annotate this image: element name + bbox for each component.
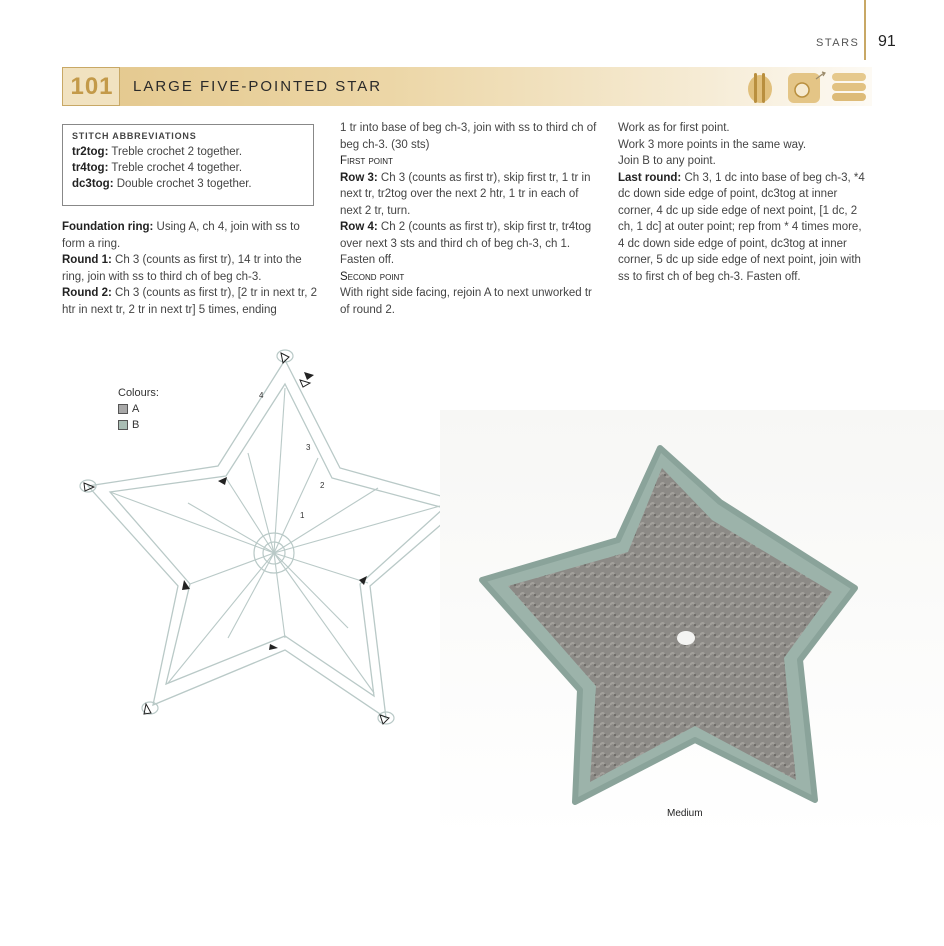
legend-item xyxy=(118,417,159,433)
instruction-line: Work as for first point. xyxy=(618,122,730,134)
round-label: 3 xyxy=(306,443,311,452)
step-label: Last round: xyxy=(618,171,682,184)
motif-size-icon xyxy=(788,72,825,103)
foundation-ring-step xyxy=(62,219,322,252)
step-text: Ch 2 (counts as first tr), skip first tr, tr4tog over next 3 sts and third ch of beg ch-3, ch 1. Fasten off. xyxy=(340,221,592,266)
step-label: Round 2: xyxy=(62,287,112,299)
star-center-hole xyxy=(677,631,695,645)
colour-b-swatch xyxy=(118,420,128,430)
round-2-continued: 1 tr into base of beg ch-3, join with ss to third ch of beg ch-3. (30 sts) xyxy=(340,122,597,151)
abbreviation-item xyxy=(72,160,304,176)
pattern-number: 101 xyxy=(70,73,114,100)
round-label: 1 xyxy=(300,511,305,520)
row-4-step xyxy=(340,219,602,269)
first-point-heading: First point xyxy=(340,155,393,167)
second-point-text: With right side facing, rejoin A to next unworked tr of round 2. xyxy=(340,287,592,316)
instructions-column-1 xyxy=(62,219,322,318)
colour-legend xyxy=(118,385,159,433)
pattern-icons xyxy=(746,69,870,105)
abbreviation-item xyxy=(72,176,304,192)
abbreviation-term: tr2tog: xyxy=(72,146,109,158)
instructions-column-2 xyxy=(340,120,602,318)
abbreviation-desc: Treble crochet 4 together. xyxy=(108,162,243,174)
step-label: Row 4: xyxy=(340,221,378,233)
abbreviations-heading: STITCH ABBREVIATIONS xyxy=(72,131,197,141)
yarn-needles-icon xyxy=(748,73,772,103)
legend-label: B xyxy=(132,419,140,431)
legend-title: Colours: xyxy=(118,387,159,399)
pattern-title: LARGE FIVE-POINTED STAR xyxy=(133,78,383,95)
round-label: 2 xyxy=(320,481,325,490)
step-label: Foundation ring: xyxy=(62,221,154,233)
star-photo xyxy=(440,410,944,840)
abbreviation-term: dc3tog: xyxy=(72,178,114,190)
step-label: Row 3: xyxy=(340,171,378,184)
page-number: 91 xyxy=(878,33,896,50)
round-label: 4 xyxy=(259,391,264,400)
round-1-step xyxy=(62,252,322,285)
photo-caption: Medium xyxy=(667,808,703,819)
step-text: Ch 3, 1 dc into base of beg ch-3, *4 dc down side edge of point, dc3tog at inner corner, 4 dc up side edge of next point, [1 dc, 2 ch, 1 dc] at outer point; rep from * 4 times more, 4 dc down side edge of point, dc3tog at inner corner, 5 dc up side edge of next point, join with ss to first ch of beg ch-3. Fasten off. xyxy=(618,171,865,283)
step-text: Ch 3 (counts as first tr), skip first tr, 1 tr in next tr, tr2tog over the next 2 htr, 1 tr in each of next 2 tr, turn. xyxy=(340,171,591,217)
crochet-star xyxy=(482,448,855,802)
abbreviation-desc: Double crochet 3 together. xyxy=(113,178,252,190)
difficulty-stack-icon xyxy=(832,73,866,101)
second-point-heading: Second point xyxy=(340,270,405,283)
section-name: STARS xyxy=(816,37,860,49)
step-text: Using A, ch 4, join with ss to form a ring. xyxy=(62,221,300,250)
instruction-line: Join B to any point. xyxy=(618,155,716,167)
instructions-column-3 xyxy=(618,120,870,285)
instruction-line: Work 3 more points in the same way. xyxy=(618,138,807,151)
abbreviation-desc: Treble crochet 2 together. xyxy=(108,146,243,158)
colour-a-swatch xyxy=(118,404,128,414)
legend-label: A xyxy=(132,403,140,415)
step-label: Round 1: xyxy=(62,254,112,266)
header-divider xyxy=(864,0,866,60)
round-2-step xyxy=(62,285,322,318)
step-text: Ch 3 (counts as first tr), 14 tr into the ring, join with ss to third ch of beg ch-3. xyxy=(62,254,302,283)
step-text: Ch 3 (counts as first tr), [2 tr in next tr, 2 htr in next tr, 2 tr in next tr] 5 times, ending xyxy=(62,287,317,316)
pattern-number-box xyxy=(62,67,120,106)
chart-round-labels xyxy=(259,391,325,520)
last-round-step xyxy=(618,170,870,286)
row-3-step xyxy=(340,170,602,220)
abbreviation-term: tr4tog: xyxy=(72,162,109,174)
abbreviation-item xyxy=(72,144,304,160)
chart-arrow-markers xyxy=(182,372,367,650)
stitch-abbreviations-box xyxy=(62,124,314,206)
legend-item xyxy=(118,401,159,417)
